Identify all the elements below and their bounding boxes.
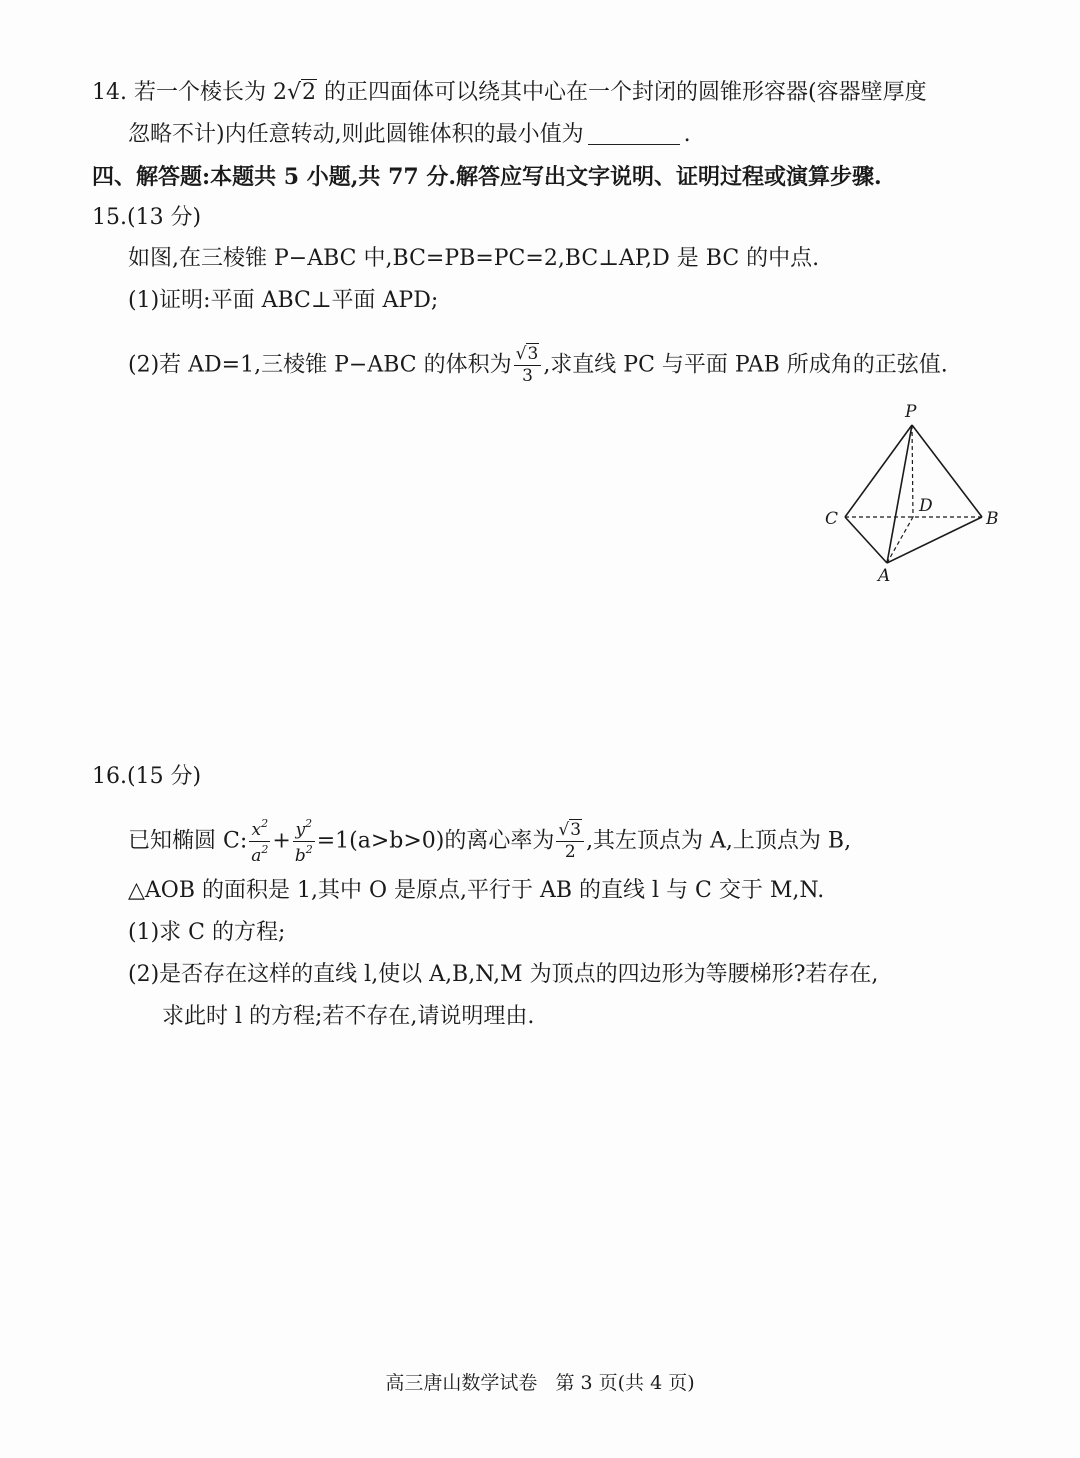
label-a: A xyxy=(878,566,891,585)
q14-line2 xyxy=(128,120,691,150)
q16-stem-c: ,其左顶点为 A,上顶点为 B, xyxy=(586,828,852,854)
page-footer: 高三唐山数学试卷 第 3 页(共 4 页) xyxy=(385,1372,695,1394)
q16-eccentricity-fraction: $\frac{√3}{2}$ xyxy=(556,822,584,861)
q16-frac2-den: b xyxy=(294,846,306,866)
q14-line2-text: 忽略不计)内任意转动,则此圆锥体积的最小值为 xyxy=(128,122,584,147)
q16-stem xyxy=(128,818,851,865)
q14-answer-blank xyxy=(588,122,680,145)
q16-frac1-num: x xyxy=(251,820,262,840)
label-d: D xyxy=(919,496,933,516)
q16-line2: △AOB 的面积是 1,其中 O 是原点,平行于 AB 的直线 l 与 C 交于 M,N. xyxy=(128,878,825,903)
q16-stem-a: 已知椭圆 C: xyxy=(128,828,248,854)
q14-edge-sqrt: √2 xyxy=(287,80,317,105)
q15-part2-text-b: ,求直线 PC 与平面 PAB 所成角的正弦值. xyxy=(543,352,948,378)
q16-part1: (1)求 C 的方程; xyxy=(128,920,286,945)
q16-part2-line1: (2)是否存在这样的直线 l,使以 A,B,N,M 为顶点的四边形为等腰梯形?若存在, xyxy=(128,962,879,987)
q16-header: 16.(15 分) xyxy=(92,764,202,789)
q16-ecc-denominator: 2 xyxy=(564,842,576,862)
q16-fraction-x: $\frac{x^2}{a^2}$ xyxy=(251,817,269,866)
segment-pd-hidden xyxy=(912,425,913,517)
q16-fraction-y: $\frac{y^2}{b^2}$ xyxy=(294,817,313,866)
q14-number: 14. xyxy=(92,80,127,105)
q15-volume-numerator: 3 xyxy=(527,344,539,364)
q15-part2 xyxy=(128,346,948,385)
q14-line2-end: . xyxy=(683,122,691,147)
edge-ab xyxy=(887,517,982,563)
q15-volume-fraction: $\frac{√3}{3}$ xyxy=(514,346,542,385)
section4-heading: 四、解答题:本题共 5 小题,共 77 分.解答应写出文字说明、证明过程或演算步骤. xyxy=(92,164,882,190)
q14-text-a: 若一个棱长为 xyxy=(134,80,267,105)
tetrahedron-figure xyxy=(815,395,1015,585)
label-b: B xyxy=(986,509,999,529)
q16-part2-line2: 求此时 l 的方程;若不存在,请说明理由. xyxy=(162,1004,535,1029)
q14-edge-radicand: 2 xyxy=(302,80,317,105)
q14-text-b: 的正四面体可以绕其中心在一个封闭的圆锥形容器(容器壁厚度 xyxy=(324,80,927,105)
q15-volume-denominator: 3 xyxy=(522,366,533,386)
edge-pc xyxy=(845,425,912,517)
edge-pa xyxy=(887,425,912,563)
q16-frac1-den: a xyxy=(251,846,262,866)
edge-ca xyxy=(845,517,887,563)
q15-stem: 如图,在三棱锥 P−ABC 中,BC=PB=PC=2,BC⊥AP,D 是 BC 的中点. xyxy=(128,246,820,271)
q15-part2-text-a: (2)若 AD=1,三棱锥 P−ABC 的体积为 xyxy=(128,352,512,378)
q15-header: 15.(13 分) xyxy=(92,205,202,230)
q14-line1 xyxy=(92,78,927,108)
q15-part1: (1)证明:平面 ABC⊥平面 APD; xyxy=(128,288,439,313)
q16-frac2-num: y xyxy=(295,820,306,840)
q16-plus: + xyxy=(272,828,291,854)
label-p: P xyxy=(905,402,917,422)
label-c: C xyxy=(825,509,839,529)
q16-ecc-numerator: 3 xyxy=(570,820,582,840)
q14-edge-coef: 2 xyxy=(273,80,288,105)
q16-stem-b: =1(a>b>0)的离心率为 xyxy=(316,828,555,854)
